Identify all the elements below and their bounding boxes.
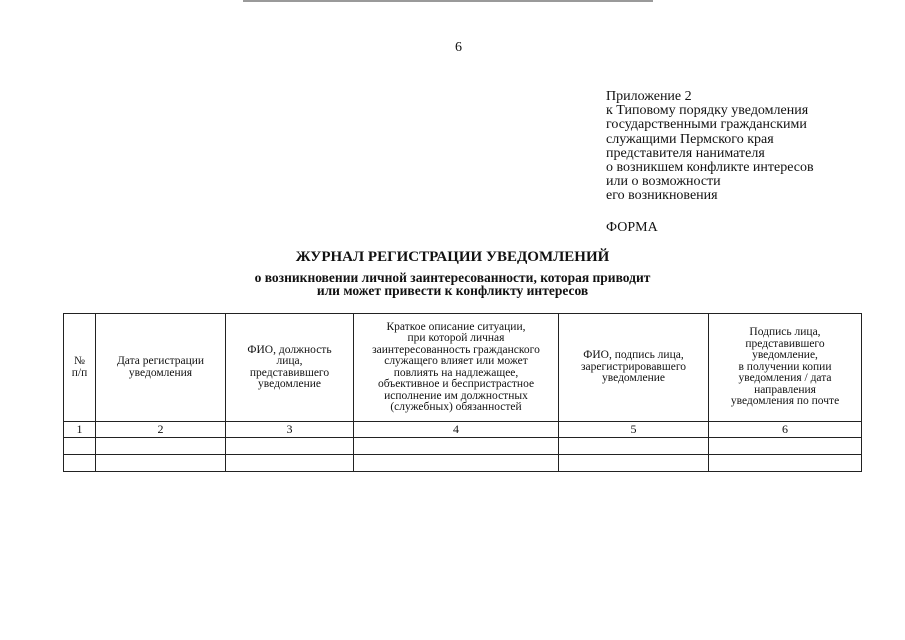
appendix-line: государственными гражданскими: [606, 117, 807, 133]
header-cell-number: № п/п: [64, 314, 96, 422]
header-cell-registration-date: Дата регистрации уведомления: [96, 314, 226, 422]
registration-journal-table: [63, 313, 862, 472]
appendix-line: Приложение 2: [606, 89, 692, 104]
blank-cell: [354, 438, 559, 455]
table-row: [64, 455, 862, 472]
header-cell-submitter-name: ФИО, должность лица, представившего уведомление: [226, 314, 354, 422]
appendix-line: или о возможности: [606, 174, 721, 190]
blank-cell: [96, 438, 226, 455]
column-number-cell: 3: [226, 422, 354, 438]
header-cell-copy-receipt: Подпись лица, представившего уведомление, в получении копии уведомления / дата направления уведомления по почте: [709, 314, 862, 422]
page-number: 6: [455, 40, 462, 55]
appendix-line: о возникшем конфликте интересов: [606, 160, 814, 176]
blank-cell: [96, 455, 226, 472]
journal-subtitle-line: или может привести к конфликту интересов: [316, 283, 589, 298]
column-number-cell: 4: [354, 422, 559, 438]
appendix-block: [606, 90, 814, 204]
journal-subtitle-line: о возникновении личной заинтересованности, которая приводит: [254, 270, 651, 285]
blank-cell: [709, 455, 862, 472]
blank-cell: [64, 455, 96, 472]
appendix-line: представителя нанимателя: [606, 145, 765, 161]
header-cell-registrar-name: ФИО, подпись лица, зарегистрировавшего уведомление: [559, 314, 709, 422]
column-number-cell: 2: [96, 422, 226, 438]
blank-cell: [354, 455, 559, 472]
blank-cell: [64, 438, 96, 455]
column-number-row: [64, 422, 862, 438]
table-row: [64, 438, 862, 455]
blank-cell: [559, 438, 709, 455]
appendix-line: его возникновения: [606, 188, 718, 204]
blank-cell: [226, 438, 354, 455]
form-label: ФОРМА: [606, 220, 658, 235]
journal-subtitle: [0, 271, 905, 297]
header-cell-situation-description: Краткое описание ситуации, при которой личная заинтересованность гражданского служащего влияет или может повлиять на надлежащее, объективное и беспристрастное исполнение им должностных (служебных) обязанностей: [354, 314, 559, 422]
blank-cell: [709, 438, 862, 455]
appendix-line: к Типовому порядку уведомления: [606, 103, 809, 119]
appendix-line: служащими Пермского края: [606, 131, 774, 147]
column-number-cell: 5: [559, 422, 709, 438]
column-number-cell: 1: [64, 422, 96, 438]
top-edge-rule: [243, 0, 653, 2]
column-number-cell: 6: [709, 422, 862, 438]
journal-title: ЖУРНАЛ РЕГИСТРАЦИИ УВЕДОМЛЕНИЙ: [295, 249, 610, 265]
table-header-row: [64, 314, 862, 422]
blank-cell: [226, 455, 354, 472]
blank-cell: [559, 455, 709, 472]
